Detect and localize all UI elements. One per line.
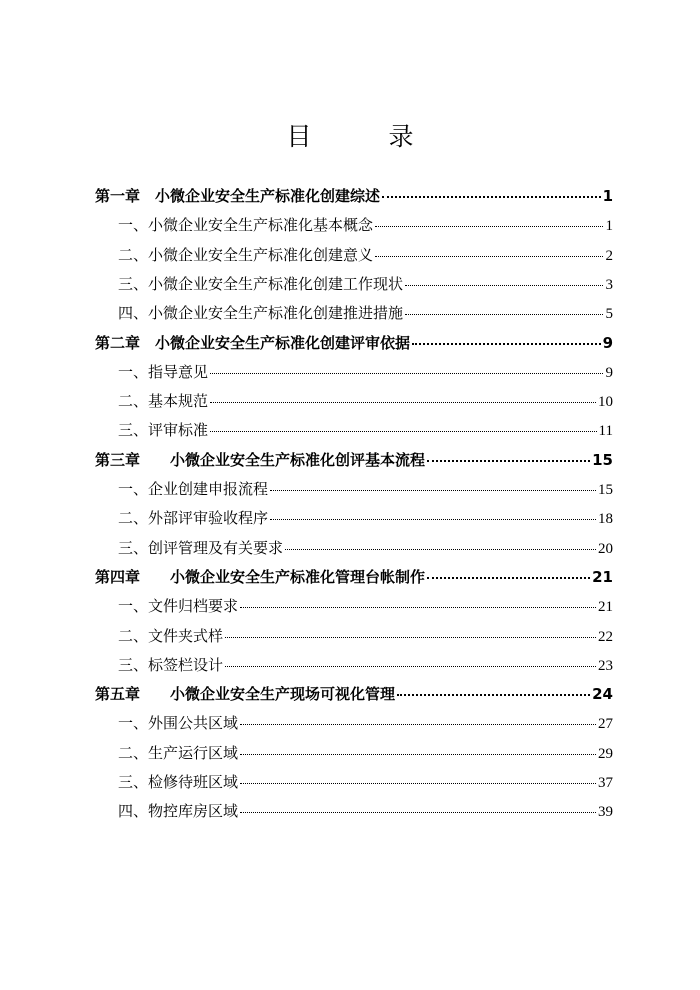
toc-page-number: 11 [598, 423, 613, 440]
toc-page-number: 15 [598, 482, 613, 498]
toc-dot-leader [382, 196, 601, 198]
toc-dot-leader [397, 694, 590, 696]
toc-dot-leader [405, 285, 603, 286]
toc-section-entry[interactable] [118, 387, 613, 416]
toc-page-number: 20 [598, 540, 613, 557]
toc-section-entry[interactable] [118, 534, 613, 563]
toc-dot-leader [210, 431, 597, 432]
toc-dot-leader [405, 314, 603, 315]
toc-page-number: 5 [605, 306, 613, 323]
toc-entry-label: 第四章 小微企业安全生产标准化管理台帐制作 [95, 567, 426, 586]
toc-entry-label: 第三章 小微企业安全生产标准化创评基本流程 [95, 450, 426, 469]
toc-chapter-entry[interactable] [95, 446, 613, 475]
toc-entry-label: 三、评审标准 [118, 421, 209, 440]
toc-section-entry[interactable] [118, 739, 613, 768]
toc-entry-label: 四、物控库房区域 [118, 802, 239, 821]
toc-chapter-entry[interactable] [95, 680, 613, 709]
toc-page-number: 9 [602, 333, 613, 352]
toc-dot-leader [240, 754, 596, 755]
toc-dot-leader [225, 637, 596, 638]
toc-entry-label: 二、文件夹式样 [118, 626, 224, 645]
toc-page-number: 24 [592, 685, 613, 704]
toc-dot-leader [375, 256, 603, 257]
toc-entry-label: 一、外围公共区域 [118, 714, 239, 733]
toc-dot-leader [240, 812, 596, 813]
toc-page-number: 10 [598, 394, 613, 411]
toc-page-number: 22 [598, 628, 613, 645]
toc-section-entry[interactable] [118, 241, 613, 270]
toc-dot-leader [210, 373, 603, 374]
toc-dot-leader [270, 519, 596, 520]
toc-page-number: 1 [602, 187, 613, 205]
toc-entry-label: 二、生产运行区域 [118, 743, 239, 762]
toc-page-number: 29 [598, 745, 613, 762]
toc-page-number: 21 [592, 567, 613, 586]
toc-section-entry[interactable] [118, 211, 613, 240]
toc-section-entry[interactable] [118, 622, 613, 651]
toc-page-number: 37 [598, 775, 613, 791]
toc-page-number: 1 [605, 218, 613, 235]
toc-page-number: 2 [605, 247, 613, 264]
toc-dot-leader [427, 577, 590, 579]
toc-entry-label: 二、小微企业安全生产标准化创建意义 [118, 245, 374, 264]
toc-section-entry[interactable] [118, 797, 613, 826]
toc-entry-label: 一、企业创建申报流程 [118, 480, 269, 498]
toc-entry-label: 二、基本规范 [118, 392, 209, 411]
toc-section-entry[interactable] [118, 270, 613, 299]
toc-section-entry[interactable] [118, 416, 613, 445]
toc-entry-label: 四、小微企业安全生产标准化创建推进措施 [118, 304, 404, 323]
toc-entry-label: 一、指导意见 [118, 362, 209, 381]
toc-entry-label: 一、文件归档要求 [118, 597, 239, 616]
toc-dot-leader [240, 783, 596, 784]
toc-page-number: 9 [605, 364, 613, 381]
toc-entry-label: 一、小微企业安全生产标准化基本概念 [118, 216, 374, 235]
toc-entry-label: 第一章 小微企业安全生产标准化创建综述 [95, 187, 381, 205]
toc-entry-label: 二、外部评审验收程序 [118, 509, 269, 528]
toc-section-entry[interactable] [118, 504, 613, 533]
toc-dot-leader [225, 666, 596, 667]
toc-entry-label: 三、小微企业安全生产标准化创建工作现状 [118, 274, 404, 293]
toc-dot-leader [427, 460, 590, 462]
toc-section-entry[interactable] [118, 299, 613, 328]
toc-dot-leader [210, 402, 596, 403]
toc-section-entry[interactable] [118, 592, 613, 621]
toc-dot-leader [412, 343, 601, 345]
page-title: 目 录 [286, 122, 440, 151]
toc-section-entry[interactable] [118, 358, 613, 387]
toc-dot-leader [285, 549, 596, 550]
toc-section-entry[interactable] [118, 768, 613, 797]
toc-chapter-entry[interactable] [95, 329, 613, 358]
toc-page-number: 15 [592, 450, 613, 469]
toc-dot-leader [240, 724, 596, 725]
toc-section-entry[interactable] [118, 475, 613, 504]
toc-entry-label: 三、标签栏设计 [118, 655, 224, 674]
toc-chapter-entry[interactable] [95, 563, 613, 592]
toc-page-number: 3 [605, 276, 613, 293]
toc-dot-leader [240, 607, 596, 608]
toc-entry-label: 三、检修待班区域 [118, 773, 239, 791]
toc-section-entry[interactable] [118, 709, 613, 738]
toc-page-number: 23 [598, 657, 613, 674]
toc-page-number: 27 [598, 716, 613, 733]
toc-dot-leader [270, 490, 596, 491]
toc-page-number: 18 [598, 511, 613, 528]
toc-entry-label: 第五章 小微企业安全生产现场可视化管理 [95, 685, 396, 704]
toc-page-number: 39 [598, 804, 613, 821]
toc-chapter-entry[interactable] [95, 182, 613, 211]
toc-section-entry[interactable] [118, 651, 613, 680]
toc-dot-leader [375, 226, 603, 227]
toc-page-number: 21 [598, 599, 613, 616]
toc-entry-label: 第二章 小微企业安全生产标准化创建评审依据 [95, 333, 411, 352]
toc-entry-label: 三、创评管理及有关要求 [118, 538, 284, 557]
